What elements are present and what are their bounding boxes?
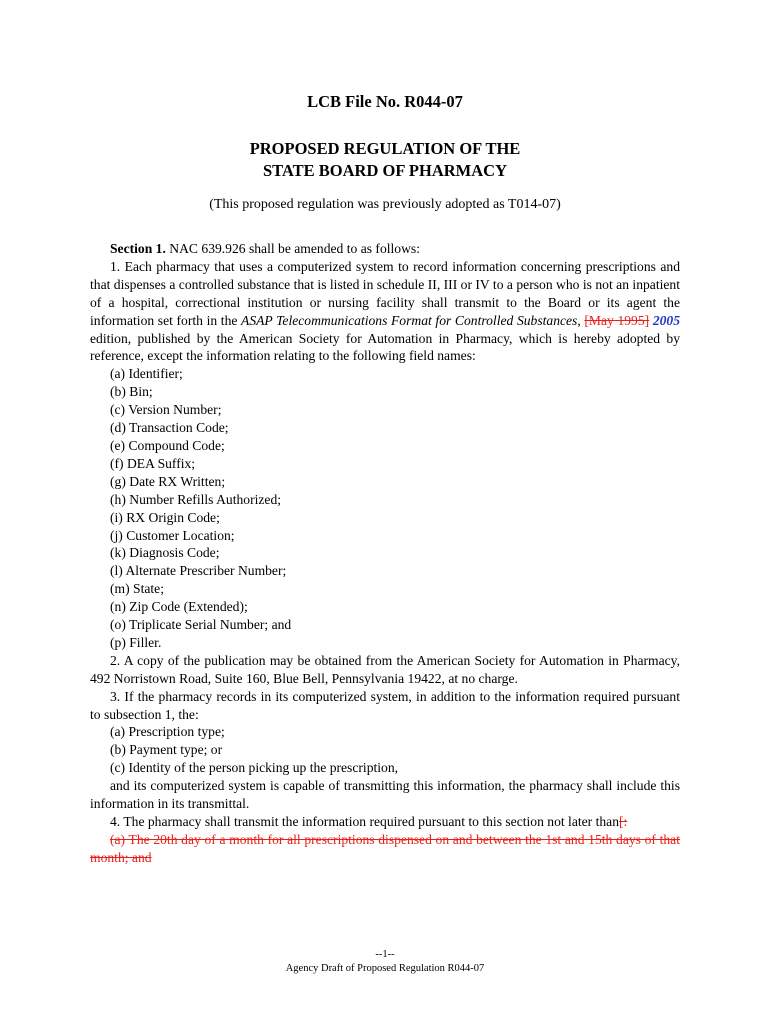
publication-title: ASAP Telecommunications Format for Controlled Substances xyxy=(241,312,578,328)
subsection-4-text: 4. The pharmacy shall transmit the information required pursuant to this section not later than xyxy=(110,814,620,829)
subsection-1-text: 1. Each pharmacy that uses a computerized system to record information concerning prescriptions and that dispenses a controlled substance that is listed in schedule II, III or IV to a person who is not an inpatient of a hospital, correctional institution or nursing facility shall transmit to the Board or its agent the information set forth in the xyxy=(90,258,680,328)
field-item: (g) Date RX Written; xyxy=(110,473,226,489)
file-number: LCB File No. R044-07 xyxy=(307,92,463,111)
list-item: (c) Identity of the person picking up the prescription, xyxy=(110,760,399,776)
subsection-2: 2. A copy of the publication may be obtained from the American Society for Automation in Pharmacy, 492 Norristown Road, Suite 160, Blue Bell, Pennsylvania 19422, at no charge. xyxy=(90,652,680,686)
section-heading xyxy=(90,240,680,258)
field-item: (h) Number Refills Authorized; xyxy=(110,491,282,507)
field-item: (a) Identifier; xyxy=(110,366,183,382)
field-item: (f) DEA Suffix; xyxy=(110,455,196,471)
field-item: (n) Zip Code (Extended); xyxy=(110,599,248,615)
subsection-3-list xyxy=(90,723,680,777)
list-item: (a) Prescription type; xyxy=(110,724,225,740)
footer-caption: Agency Draft of Proposed Regulation R044-07 xyxy=(285,963,485,974)
section-label: Section 1. xyxy=(110,241,166,256)
title-line-1: PROPOSED REGULATION OF THE xyxy=(249,139,521,158)
deleted-text: [: xyxy=(619,814,628,829)
field-item: (e) Compound Code; xyxy=(110,437,225,453)
subtitle: (This proposed regulation was previously adopted as T014-07) xyxy=(209,197,561,212)
field-item: (d) Transaction Code; xyxy=(110,420,229,436)
deleted-text: [May 1995] xyxy=(584,312,650,328)
subsection-3-tail: and its computerized system is capable of transmitting this information, the pharmacy shall include this information in its transmittal. xyxy=(90,778,680,812)
field-item: (b) Bin; xyxy=(110,384,153,400)
field-list xyxy=(90,365,680,652)
section-intro: NAC 639.926 shall be amended to as follows: xyxy=(169,241,420,256)
comma: , xyxy=(577,312,585,328)
subsection-3: 3. If the pharmacy records in its computerized system, in addition to the information required pursuant to subsection 1, the: xyxy=(90,688,680,722)
field-item: (l) Alternate Prescriber Number; xyxy=(110,563,287,579)
field-item: (j) Customer Location; xyxy=(110,527,235,543)
field-item: (m) State; xyxy=(110,581,164,597)
inserted-text: 2005 xyxy=(652,312,681,328)
field-item: (i) RX Origin Code; xyxy=(110,509,220,525)
field-item: (p) Filler. xyxy=(110,634,162,650)
field-item: (c) Version Number; xyxy=(110,402,222,418)
field-item: (k) Diagnosis Code; xyxy=(110,545,220,561)
subsection-4 xyxy=(90,813,680,831)
regulation-body xyxy=(90,240,680,867)
field-item: (o) Triplicate Serial Number; and xyxy=(110,617,292,633)
subsection-1 xyxy=(90,258,680,365)
subsection-1-text-end: edition, published by the American Society for Automation in Pharmacy, which is hereby adopted by reference, except the information relating to the following field names: xyxy=(90,330,680,364)
title-line-2: STATE BOARD OF PHARMACY xyxy=(263,161,507,180)
list-item: (b) Payment type; or xyxy=(110,742,223,758)
subsection-4a-deleted: (a) The 20th day of a month for all prescriptions dispensed on and between the 1st and 15th days of that month; and xyxy=(90,831,680,865)
document-page xyxy=(90,92,680,867)
page-footer xyxy=(0,948,770,976)
page-number: --1-- xyxy=(375,949,395,960)
